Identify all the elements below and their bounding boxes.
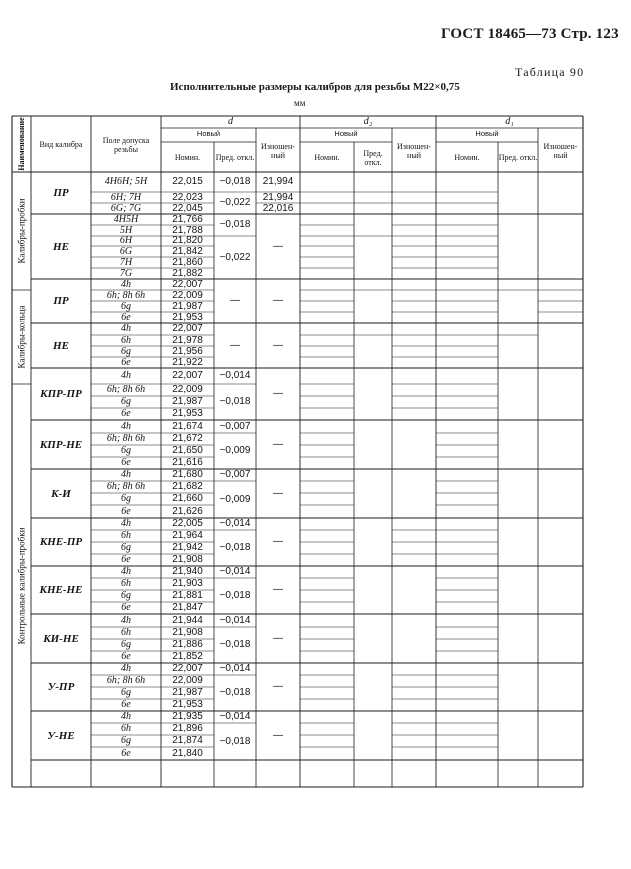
d-nom-cell: 22,007 [172, 323, 203, 334]
d-nom-cell: 21,840 [172, 747, 203, 759]
d-nom-cell: 22,009 [172, 289, 203, 301]
header-d-worn: Изношенный [261, 141, 295, 160]
d-nom-cell: 21,935 [172, 711, 203, 722]
header-d1-worn: Изношенный [543, 141, 578, 160]
field-cell: 6e [121, 554, 131, 565]
field-cell: 4h [121, 370, 131, 381]
header-d-dev: Пред. откл. [215, 153, 255, 163]
header-name: Наименование [16, 117, 26, 171]
kind-label: КПР-ПР [40, 388, 82, 400]
field-cell: 6h [121, 627, 131, 638]
d-nom-cell: 21,660 [172, 493, 203, 504]
field-cell: 5H [119, 224, 133, 236]
field-cell: 4h [121, 469, 131, 480]
d-nom-cell: 21,682 [172, 481, 203, 492]
d-dev-cell: — [230, 295, 240, 306]
header-d2-new: Новый [334, 129, 358, 138]
d-nom-cell: 21,886 [172, 639, 203, 650]
kind-label: К-И [51, 487, 71, 500]
d-nom-cell: 21,987 [172, 300, 203, 312]
field-cell: 4h [121, 518, 131, 529]
field-cell: 6g [121, 735, 131, 746]
d-nom-cell: 21,903 [172, 578, 203, 589]
d-nom-cell: 21,788 [172, 224, 203, 236]
field-cell: 6h; 8h 6h [106, 433, 146, 444]
field-cell: 4h [121, 711, 131, 722]
field-cell: 6g [121, 542, 131, 553]
d-dev-cell: −0,018 [219, 219, 251, 230]
d-nom-cell: 21,953 [172, 311, 203, 323]
d-worn-cell: — [273, 729, 283, 741]
d-dev-cell: −0,014 [219, 518, 251, 529]
field-cell: 7G [119, 267, 133, 279]
header-kind: Вид калибра [39, 140, 83, 150]
field-cell: 6h [121, 723, 131, 734]
d-nom-cell: 21,680 [172, 469, 203, 480]
header-d2: d₂ [363, 116, 373, 127]
d-worn-cell: 21,994 [262, 176, 294, 187]
field-cell: 4h [121, 614, 131, 626]
field-cell: 6G; 7G [110, 202, 142, 214]
field-cell: 6g [121, 687, 131, 698]
d-dev-cell: −0,014 [219, 370, 251, 381]
d-worn-cell: — [273, 388, 283, 399]
kind-label: НЕ [53, 339, 69, 352]
group-label-1: Калибры-кольца [16, 305, 26, 369]
d-worn-cell: — [273, 295, 283, 306]
d-nom-cell: 22,009 [172, 675, 203, 686]
field-cell: 6g [121, 590, 131, 601]
d-nom-cell: 21,987 [172, 687, 203, 698]
d-nom-cell: 21,881 [172, 590, 203, 601]
table-number: Таблица 90 [515, 65, 585, 79]
field-cell: 6g [121, 396, 131, 407]
d-dev-cell: −0,014 [219, 711, 251, 722]
field-cell: 4h [121, 663, 131, 674]
field-cell: 6e [121, 747, 131, 759]
d-dev-cell: −0,018 [219, 639, 251, 650]
d-dev-cell: −0,007 [219, 469, 251, 480]
d-dev-cell: −0,007 [219, 420, 251, 432]
d-nom-cell: 21,922 [172, 356, 203, 368]
field-cell: 6e [121, 311, 131, 323]
d-nom-cell: 21,882 [172, 267, 203, 279]
header-d1-new: Новый [475, 129, 499, 138]
d-dev-cell: −0,014 [219, 663, 251, 674]
field-cell: 6e [121, 356, 131, 368]
field-cell: 6g [121, 300, 131, 312]
kind-label: У-НЕ [47, 729, 75, 742]
field-cell: 6H [119, 235, 133, 246]
field-cell: 6e [121, 602, 131, 613]
header-d2-worn: Изношенный [397, 141, 431, 160]
kind-label: КНЕ-ПР [39, 536, 83, 548]
field-cell: 6e [121, 699, 131, 710]
header-d1-nom: Номин. [454, 153, 480, 163]
d-nom-cell: 22,009 [172, 384, 203, 395]
field-cell: 6e [121, 408, 131, 419]
d-nom-cell: 21,942 [172, 542, 203, 553]
d-dev-cell: −0,009 [219, 445, 251, 456]
d-nom-cell: 21,953 [172, 408, 203, 419]
d-worn-cell: 22,016 [262, 202, 294, 214]
d-nom-cell: 22,007 [172, 278, 203, 290]
d-nom-cell: 21,908 [172, 554, 203, 565]
field-cell: 4h [121, 420, 131, 432]
group-label-0: Калибры-пробки [16, 198, 26, 264]
d-nom-cell: 21,987 [172, 396, 203, 407]
field-cell: 6h [121, 578, 131, 589]
header-d2-nom: Номин. [314, 153, 340, 163]
d-nom-cell: 22,023 [172, 191, 203, 203]
d-dev-cell: −0,018 [219, 590, 251, 601]
d-nom-cell: 21,953 [172, 699, 203, 710]
header-d1-dev: Пред. откл. [498, 153, 538, 163]
kind-label: ПР [53, 187, 69, 199]
field-cell: 4h [121, 278, 131, 290]
d-dev-cell: −0,018 [219, 542, 251, 553]
d-nom-cell: 21,674 [172, 420, 203, 432]
d-dev-cell: −0,014 [219, 566, 251, 577]
header-d-new: Новый [196, 129, 221, 138]
field-cell: 4H6H; 5H [104, 176, 148, 187]
d-worn-cell: 21,994 [262, 191, 294, 203]
d-worn-cell: — [273, 536, 283, 547]
d-nom-cell: 22,007 [172, 663, 203, 674]
d-dev-cell: −0,022 [219, 197, 251, 208]
d-dev-cell: −0,018 [219, 176, 251, 187]
d-worn-cell: — [273, 681, 283, 692]
d-nom-cell: 21,860 [172, 256, 203, 268]
d-nom-cell: 21,908 [172, 627, 203, 638]
d-nom-cell: 22,005 [172, 518, 203, 529]
table-title: Исполнительные размеры калибров для резьбы М22×0,75 [170, 81, 460, 93]
kind-label: У-ПР [47, 681, 75, 693]
d-nom-cell: 21,820 [172, 235, 203, 246]
field-cell: 6g [121, 493, 131, 504]
field-cell: 6g [121, 445, 131, 456]
d-nom-cell: 21,956 [172, 345, 203, 357]
d-dev-cell: −0,014 [219, 614, 251, 626]
kind-label: КИ-НЕ [43, 632, 79, 645]
header-d1: d₁ [505, 116, 514, 127]
d-dev-cell: −0,018 [219, 396, 251, 407]
field-cell: 6h; 8h 6h [106, 481, 146, 492]
field-cell: 6h; 8h 6h [106, 384, 146, 395]
field-cell: 6h; 8h 6h [106, 675, 146, 686]
d-nom-cell: 21,852 [172, 651, 203, 662]
d-dev-cell: −0,018 [219, 735, 251, 747]
d-dev-cell: −0,018 [219, 687, 251, 698]
field-cell: 6e [121, 505, 131, 517]
d-nom-cell: 22,045 [172, 202, 203, 214]
group-label-2: Контрольные калибры-пробки [16, 527, 26, 644]
kind-label: КНЕ-НЕ [39, 584, 83, 596]
header-d: d [228, 116, 233, 127]
field-cell: 6G [119, 245, 133, 257]
d-nom-cell: 21,766 [172, 213, 203, 225]
d-nom-cell: 21,626 [172, 505, 203, 517]
field-cell: 4h [121, 566, 131, 577]
header-d2-dev: Пред. откл. [363, 148, 383, 167]
d-nom-cell: 21,616 [172, 457, 203, 468]
kind-label: НЕ [53, 240, 69, 253]
field-cell: 6h [121, 334, 131, 346]
d-worn-cell: — [273, 240, 283, 252]
d-nom-cell: 21,944 [172, 614, 203, 626]
d-nom-cell: 22,007 [172, 370, 203, 381]
standard-header: ГОСТ 18465—73 Стр. 123 [441, 26, 619, 42]
d-nom-cell: 22,015 [172, 176, 203, 187]
field-cell: 6h; 8h 6h [106, 289, 146, 301]
field-cell: 6H; 7H [110, 191, 142, 203]
d-nom-cell: 21,940 [172, 566, 203, 577]
unit-label: мм [294, 98, 306, 108]
field-cell: 4h [121, 323, 131, 334]
field-cell: 7H [119, 256, 133, 268]
kind-label: ПР [53, 295, 69, 307]
field-cell: 6e [121, 651, 131, 662]
d-dev-cell: −0,009 [219, 493, 251, 505]
field-cell: 6g [121, 639, 131, 650]
header-d-nom: Номин. [174, 153, 201, 163]
d-dev-cell: — [230, 339, 240, 351]
header-field: Поле допуска резьбы [102, 135, 150, 154]
d-nom-cell: 21,842 [172, 245, 203, 257]
d-worn-cell: — [273, 632, 283, 644]
field-cell: 4H5H [113, 213, 139, 225]
d-dev-cell: −0,022 [219, 251, 251, 263]
field-cell: 6e [121, 457, 131, 468]
d-nom-cell: 21,978 [172, 334, 203, 346]
d-worn-cell: — [273, 487, 283, 499]
d-nom-cell: 21,847 [172, 602, 203, 613]
d-nom-cell: 21,650 [172, 445, 203, 456]
field-cell: 6h [121, 530, 131, 541]
d-worn-cell: — [273, 438, 283, 450]
kind-label: КПР-НЕ [39, 438, 83, 451]
field-cell: 6g [121, 345, 131, 357]
d-nom-cell: 21,874 [172, 735, 203, 746]
d-nom-cell: 21,672 [172, 433, 203, 444]
d-worn-cell: — [273, 584, 283, 595]
d-nom-cell: 21,964 [172, 530, 203, 541]
d-worn-cell: — [273, 339, 283, 351]
d-nom-cell: 21,896 [172, 723, 203, 734]
